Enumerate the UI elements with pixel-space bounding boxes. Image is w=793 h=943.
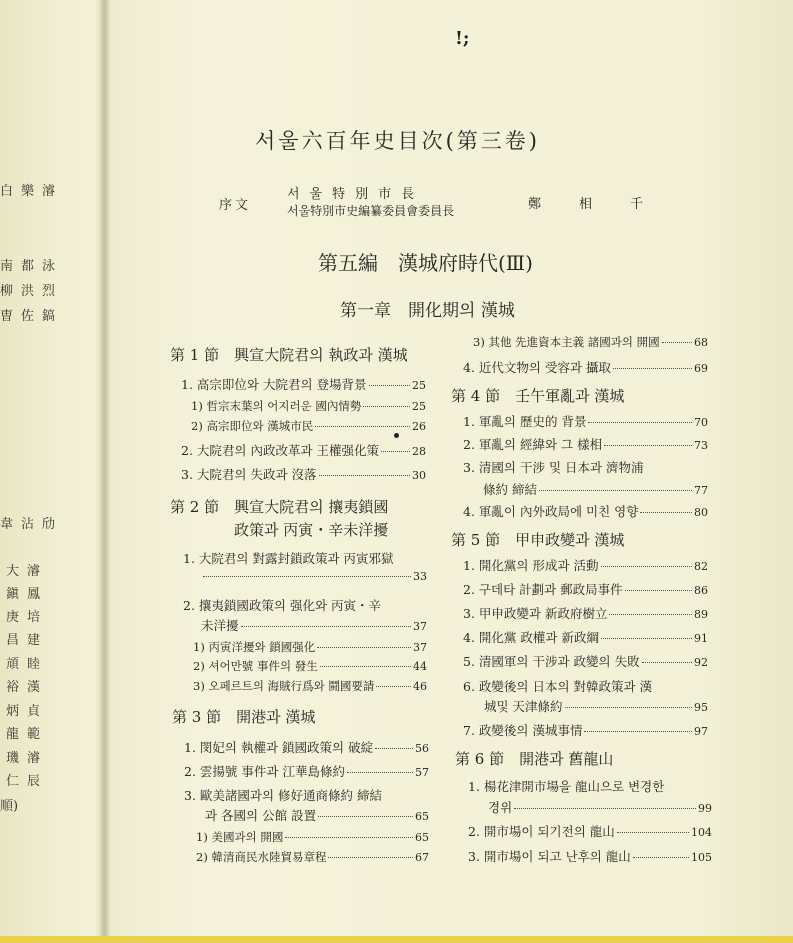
bottom-edge-strip xyxy=(0,936,793,943)
entry-number: 6. xyxy=(463,679,475,694)
entry-page: 69 xyxy=(694,362,708,375)
entry-text-continued: 城및 天津條約 xyxy=(484,699,563,714)
entry-page: 33 xyxy=(413,570,427,583)
entry-text: 軍亂이 內外政局에 미친 영향 xyxy=(478,504,639,519)
toc-entry[interactable] xyxy=(181,465,426,483)
entry-text: 大院君의 失政과 沒落 xyxy=(196,467,317,482)
entry-number: 1. xyxy=(468,779,480,794)
entry-number: 3. xyxy=(463,606,475,621)
margin-name: 璣濬 xyxy=(6,751,49,766)
entry-page: 92 xyxy=(694,656,708,669)
section-3-title: 第 3 節 開港과 漢城 xyxy=(172,708,316,726)
ink-mark: !; xyxy=(455,28,470,49)
entry-text-continued: 경위 xyxy=(488,800,513,815)
entry-number: 1) xyxy=(191,399,203,413)
entry-page: 25 xyxy=(412,379,426,392)
entry-number: 3) xyxy=(473,335,485,349)
entry-text: 清國의 干涉 및 日本과 濟物浦 xyxy=(478,460,644,475)
toc-entry[interactable] xyxy=(191,398,426,414)
margin-name: 大濬 xyxy=(6,564,49,579)
entry-text: 美國과의 開國 xyxy=(211,830,284,844)
entry-text: 高宗即位와 漢城市民 xyxy=(206,419,314,433)
entry-number: 2. xyxy=(181,443,193,458)
entry-page: 70 xyxy=(694,416,708,429)
entry-text-continued: 未洋擾 xyxy=(201,618,239,633)
entry-text: 政變後의 漢城事情 xyxy=(478,723,583,738)
margin-name: 順) xyxy=(0,799,19,814)
entry-text: 甲申政變과 新政府樹立 xyxy=(478,606,608,621)
section-4-title: 第 4 節 壬午軍亂과 漢城 xyxy=(451,387,625,405)
toc-entry[interactable] xyxy=(468,847,712,865)
toc-entry[interactable] xyxy=(463,604,708,622)
entry-page: 57 xyxy=(415,766,429,779)
toc-entry-line xyxy=(183,596,381,614)
entry-number: 2) xyxy=(196,850,208,864)
section-2-title-line1: 第 2 節 興宣大院君의 攘夷鎖國 xyxy=(170,498,389,516)
toc-entry[interactable] xyxy=(191,418,426,434)
toc-entry[interactable] xyxy=(181,441,426,459)
toc-entry[interactable] xyxy=(205,806,429,824)
entry-text: 近代文物의 受容과 攝取 xyxy=(478,360,612,375)
section-1-title: 第 1 節 興宣大院君의 執政과 漢城 xyxy=(170,346,408,364)
entry-number: 1. xyxy=(184,740,196,755)
margin-name: 鎭鳳 xyxy=(6,587,49,602)
toc-entry-line xyxy=(184,786,382,804)
toc-entry[interactable] xyxy=(184,738,429,756)
entry-number: 1. xyxy=(183,551,195,566)
entry-page: 56 xyxy=(415,742,429,755)
entry-text: 高宗即位와 大院君의 登場背景 xyxy=(196,377,367,392)
entry-page: 97 xyxy=(694,725,708,738)
ink-dot xyxy=(394,433,399,438)
entry-page: 65 xyxy=(415,831,429,844)
entry-text: 楊花津開市場을 龍山으로 변경한 xyxy=(483,779,665,794)
entry-number: 3. xyxy=(181,467,193,482)
entry-number: 1. xyxy=(463,558,475,573)
entry-page: 67 xyxy=(415,851,429,864)
entry-page: 104 xyxy=(691,826,712,839)
entry-text: 韓清商民水陸貿易章程 xyxy=(211,850,327,864)
toc-entry[interactable] xyxy=(463,435,708,453)
margin-name: 頏睦 xyxy=(6,657,49,672)
page-title: 서울六百年史目次(第三卷) xyxy=(255,129,540,153)
margin-name: 昌建 xyxy=(6,633,49,648)
entry-number: 1) xyxy=(193,640,205,654)
toc-entry[interactable] xyxy=(488,798,712,816)
entry-number: 4. xyxy=(463,630,475,645)
entry-text: 오페르트의 海賊行爲와 鬪國要請 xyxy=(208,679,375,693)
entry-page: 73 xyxy=(694,439,708,452)
preface-author-title-1: 서울特別市長 xyxy=(287,187,425,202)
toc-entry[interactable] xyxy=(484,697,708,715)
toc-entry[interactable] xyxy=(184,762,429,780)
margin-name: 龍範 xyxy=(6,727,49,742)
toc-entry[interactable] xyxy=(473,334,708,350)
entry-number: 2. xyxy=(468,824,480,839)
book-spine-shadow xyxy=(100,0,110,943)
entry-number: 4. xyxy=(463,504,475,519)
preface-author-title-2: 서울特別市史編纂委員會委員長 xyxy=(287,204,455,218)
margin-name: 炳貞 xyxy=(6,704,49,719)
entry-page: 44 xyxy=(413,660,427,673)
margin-name: 南都泳 xyxy=(0,259,64,274)
margin-name: 庚培 xyxy=(6,610,49,625)
entry-text: 셔어만號 事件의 發生 xyxy=(208,659,318,673)
entry-text: 大院君의 對露封鎖政策과 丙寅邪獄 xyxy=(198,551,394,566)
entry-text: 閔妃의 執權과 鎖國政策의 破綻 xyxy=(199,740,374,755)
toc-entry[interactable] xyxy=(463,412,708,430)
toc-entry-line xyxy=(463,458,644,476)
toc-entry[interactable] xyxy=(193,678,427,694)
entry-text-continued: 條約 締結 xyxy=(483,482,537,497)
entry-text: 雲揚號 事件과 江華島條約 xyxy=(199,764,345,779)
entry-number: 7. xyxy=(463,723,475,738)
entry-text: 開化黨 政權과 新政綱 xyxy=(478,630,599,645)
entry-number: 1. xyxy=(463,414,475,429)
entry-number: 2. xyxy=(463,437,475,452)
toc-entry[interactable] xyxy=(201,616,427,634)
entry-number: 3. xyxy=(468,849,480,864)
entry-page: 37 xyxy=(413,620,427,633)
chapter-heading: 第一章 開化期의 漢城 xyxy=(340,301,515,321)
entry-text: 開化黨의 形成과 活動 xyxy=(478,558,599,573)
entry-page: 68 xyxy=(694,336,708,349)
margin-name: 曺佐鎬 xyxy=(0,309,64,324)
entry-page: 46 xyxy=(413,680,427,693)
entry-number: 2. xyxy=(184,764,196,779)
entry-text: 開市場이 되기전의 龍山 xyxy=(483,824,615,839)
entry-text: 開市場이 되고 난후의 龍山 xyxy=(483,849,631,864)
entry-number: 1. xyxy=(181,377,193,392)
entry-page: 86 xyxy=(694,584,708,597)
entry-number: 4. xyxy=(463,360,475,375)
toc-entry[interactable] xyxy=(463,721,708,739)
entry-number: 3. xyxy=(184,788,196,803)
margin-name: 裕漢 xyxy=(6,680,49,695)
margin-name: 白樂濬 xyxy=(0,184,64,199)
entry-number: 2. xyxy=(463,582,475,597)
entry-page: 77 xyxy=(694,484,708,497)
entry-page: 30 xyxy=(412,469,426,482)
entry-page: 25 xyxy=(412,400,426,413)
entry-number: 3. xyxy=(463,460,475,475)
entry-page: 99 xyxy=(698,802,712,815)
toc-entry-line xyxy=(463,677,652,695)
entry-text: 歐美諸國과의 修好通商條約 締結 xyxy=(199,788,383,803)
entry-page: 80 xyxy=(694,506,708,519)
toc-entry[interactable] xyxy=(201,570,427,583)
entry-page: 26 xyxy=(412,420,426,433)
entry-number: 3) xyxy=(193,679,205,693)
entry-text-continued: 과 各國의 公館 設置 xyxy=(205,808,317,823)
entry-number: 2) xyxy=(191,419,203,433)
margin-name: 仁辰 xyxy=(6,774,49,789)
preface-label: 序文 xyxy=(219,198,252,213)
entry-page: 95 xyxy=(694,701,708,714)
entry-page: 65 xyxy=(415,810,429,823)
entry-page: 28 xyxy=(412,445,426,458)
toc-entry[interactable] xyxy=(468,822,712,840)
entry-text: 丙寅洋擾와 鎖國强化 xyxy=(208,640,316,654)
toc-entry[interactable] xyxy=(463,358,708,376)
section-5-title: 第 5 節 甲申政變과 漢城 xyxy=(451,531,625,549)
toc-entry[interactable] xyxy=(181,375,426,393)
entry-text: 大院君의 內政改革과 王權强化策 xyxy=(196,443,380,458)
toc-entry[interactable] xyxy=(463,628,708,646)
entry-number: 5. xyxy=(463,654,475,669)
entry-text: 其他 先進資本主義 諸國과의 開國 xyxy=(488,335,660,349)
toc-entry[interactable] xyxy=(463,502,708,520)
toc-entry[interactable] xyxy=(463,580,708,598)
toc-entry[interactable] xyxy=(196,849,429,865)
toc-entry[interactable] xyxy=(463,556,708,574)
part-heading: 第五編 漢城府時代(Ⅲ) xyxy=(318,251,533,275)
margin-name: 柳洪烈 xyxy=(0,284,64,299)
entry-text: 攘夷鎖國政策의 强化와 丙寅・辛 xyxy=(198,598,382,613)
toc-entry[interactable] xyxy=(483,480,708,498)
entry-page: 89 xyxy=(694,608,708,621)
entry-page: 37 xyxy=(413,641,427,654)
toc-entry[interactable] xyxy=(463,652,708,670)
entry-text: 軍亂의 經緯와 그 樣相 xyxy=(478,437,603,452)
entry-text: 구데타 計劃과 郵政局事件 xyxy=(478,582,623,597)
toc-entry[interactable] xyxy=(193,658,427,674)
entry-text: 軍亂의 歷史的 背景 xyxy=(478,414,587,429)
toc-entry[interactable] xyxy=(196,829,429,845)
section-6-title: 第 6 節 開港과 舊龍山 xyxy=(455,750,614,768)
entry-text: 清國軍의 干涉과 政變의 失敗 xyxy=(478,654,640,669)
entry-number: 2. xyxy=(183,598,195,613)
entry-text: 政變後의 日本의 對韓政策과 漢 xyxy=(478,679,653,694)
entry-number: 1) xyxy=(196,830,208,844)
preface-author-name: 鄭相千 xyxy=(528,197,682,212)
entry-page: 105 xyxy=(691,851,712,864)
entry-page: 82 xyxy=(694,560,708,573)
entry-number: 2) xyxy=(193,659,205,673)
entry-text: 哲宗末葉의 어지러운 國內情勢 xyxy=(206,399,362,413)
toc-entry[interactable] xyxy=(193,639,427,655)
entry-page: 91 xyxy=(694,632,708,645)
section-2-title-line2: 政策과 丙寅・辛未洋擾 xyxy=(234,521,389,539)
toc-entry-line xyxy=(183,549,394,567)
toc-entry-line xyxy=(468,777,664,795)
margin-name: 韋沾劤 xyxy=(0,517,64,532)
